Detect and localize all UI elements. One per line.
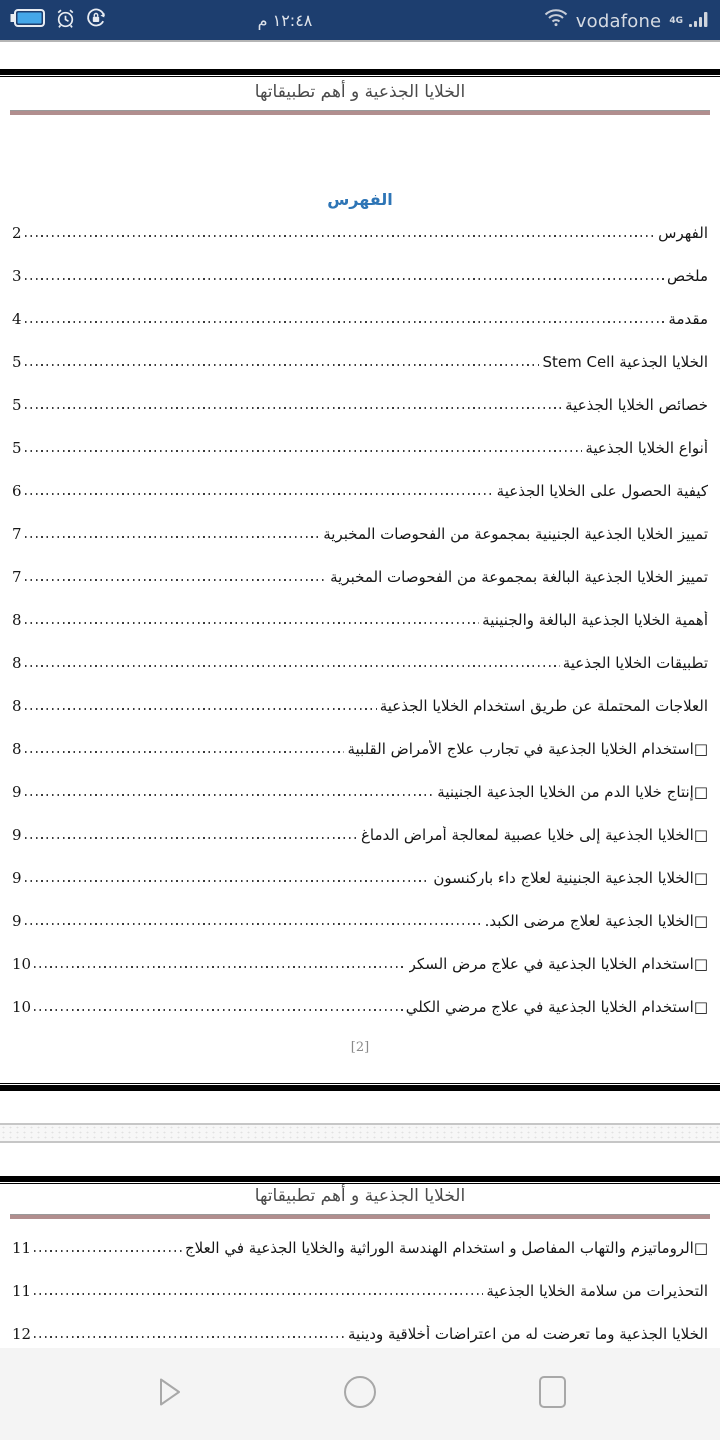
battery-icon [10, 8, 46, 32]
toc-entry-page-number: 6 [12, 482, 22, 500]
toc-entry-page-number: 5 [12, 396, 22, 414]
toc-entry[interactable] [12, 245, 708, 288]
toc-entry-page-number: 10 [12, 998, 32, 1016]
alarm-clock-icon [55, 8, 76, 33]
toc-leader-dots [34, 1336, 345, 1338]
recents-button[interactable] [532, 1374, 572, 1414]
page-bottom-edge [0, 1083, 720, 1091]
toc-entry-page-number: 9 [12, 826, 22, 844]
home-button[interactable] [340, 1374, 380, 1414]
toc-leader-dots [34, 1293, 483, 1295]
toc-leader-dots [25, 407, 563, 409]
toc-leader-dots [34, 966, 406, 968]
toc-leader-dots [25, 622, 480, 624]
android-nav-bar [0, 1348, 720, 1440]
toc-entry[interactable] [12, 804, 708, 847]
toc-leader-dots [25, 493, 494, 495]
viewer-background-gap [0, 42, 720, 69]
toc-leader-dots [25, 708, 377, 710]
toc-leader-dots [25, 579, 328, 581]
toc-leader-dots [25, 536, 321, 538]
toc-entry[interactable] [12, 933, 708, 976]
toc-leader-dots [25, 235, 656, 237]
toc-entry-page-number: 11 [12, 1239, 32, 1257]
status-right-icons [543, 7, 710, 33]
toc-leader-dots [34, 1009, 403, 1011]
toc-entry-page-number: 9 [12, 912, 22, 930]
page-number-footer: [2] [350, 1040, 370, 1055]
toc-entry-page-number: 4 [12, 310, 22, 328]
toc-entry-page-number: 8 [12, 611, 22, 629]
document-header-title: الخلايا الجذعية و أهم تطبيقاتها [254, 82, 466, 102]
wifi-icon [543, 7, 569, 31]
toc-entry-page-number: 7 [12, 568, 22, 586]
toc-entry[interactable] [12, 890, 708, 933]
toc-entry-page-number: 11 [12, 1282, 32, 1300]
between-pages-gap [0, 1143, 720, 1176]
toc-entry-title: □الخلايا الجذعية إلى خلايا عصبية لمعالجة أمراض الدماغ [360, 826, 708, 844]
toc-entry-title: الفهرس [658, 224, 708, 242]
toc-leader-dots [25, 880, 431, 882]
toc-entry-page-number: 8 [12, 697, 22, 715]
toc-entry[interactable] [12, 847, 708, 890]
toc-entry-title: التحذيرات من سلامة الخلايا الجذعية [486, 1282, 708, 1300]
toc-entry-title: كيفية الحصول على الخلايا الجذعية [496, 482, 708, 500]
toc-leader-dots [25, 794, 435, 796]
toc-entry[interactable] [12, 718, 708, 761]
toc-entry-title: □الخلايا الجذعية لعلاج مرضى الكبد. [484, 912, 708, 930]
toc-entry-page-number: 9 [12, 783, 22, 801]
home-circle-icon [340, 1372, 380, 1416]
toc-entry-title: □استخدام الخلايا الجذعية في تجارب علاج الأمراض القلبية [347, 740, 708, 758]
page-top-edge [0, 1176, 720, 1184]
toc-entry-title: الخلايا الجذعية Stem Cell [542, 353, 708, 371]
carrier-label: vodafone [575, 11, 662, 32]
network-type-label: 4G [669, 16, 683, 26]
toc-leader-dots [25, 321, 666, 323]
toc-entry-title: □الخلايا الجذعية الجنينية لعلاج داء باركنسون [433, 869, 708, 887]
toc-entry-title: مقدمة [668, 310, 708, 328]
toc-entry-title: خصائص الخلايا الجذعية [565, 396, 708, 414]
toc-entry-page-number: 2 [12, 224, 22, 242]
toc-entry[interactable] [12, 331, 708, 374]
toc-entry[interactable] [12, 589, 708, 632]
toc-entry[interactable] [12, 460, 708, 503]
header-accent-rule [10, 110, 710, 115]
toc-leader-dots [25, 278, 664, 280]
toc-entry-title: □استخدام الخلايا الجذعية في علاج مرضي الكلي [405, 998, 708, 1016]
toc-entry[interactable] [12, 632, 708, 675]
toc-entry-title: أهمية الخلايا الجذعية البالغة والجنينية [482, 611, 708, 629]
toc-leader-dots [25, 751, 345, 753]
toc-entry[interactable] [12, 976, 708, 1019]
signal-strength-icon [689, 7, 710, 33]
document-header-title: الخلايا الجذعية و أهم تطبيقاتها [254, 1186, 466, 1206]
recents-square-icon [532, 1372, 572, 1416]
back-triangle-icon [148, 1372, 188, 1416]
toc-leader-dots [25, 364, 540, 366]
status-left-icons [10, 7, 107, 33]
toc-entry-page-number: 10 [12, 955, 32, 973]
toc-heading: الفهرس [327, 190, 393, 209]
rotation-lock-icon [85, 7, 107, 33]
status-time: ١٢:٤٨ م [257, 10, 313, 30]
toc-entry[interactable] [12, 417, 708, 460]
toc-entry[interactable] [12, 675, 708, 718]
toc-entry[interactable] [12, 503, 708, 546]
toc-entry[interactable] [12, 761, 708, 804]
toc-entry-page-number: 9 [12, 869, 22, 887]
toc-leader-dots [25, 837, 358, 839]
toc-entry-page-number: 5 [12, 439, 22, 457]
between-pages-gap [0, 1091, 720, 1123]
toc-entry[interactable] [12, 1303, 708, 1346]
toc-entry[interactable] [12, 202, 708, 245]
page-top-edge [0, 69, 720, 77]
toc-entry-title: تطبيقات الخلايا الجذعية [562, 654, 708, 672]
toc-leader-dots [34, 1250, 182, 1252]
toc-entry-title: □استخدام الخلايا الجذعية في علاج مرض السكر [408, 955, 708, 973]
document-page-3[interactable] [0, 1184, 720, 1348]
toc-entry-title: الخلايا الجذعية وما تعرضت له من اعتراضات أخلاقية ودينية [348, 1325, 708, 1343]
toc-entry-page-number: 8 [12, 740, 22, 758]
toc-entry[interactable] [12, 288, 708, 331]
toc-entry-page-number: 5 [12, 353, 22, 371]
toc-list-page2 [12, 202, 708, 1019]
toc-list-page3 [12, 1217, 708, 1346]
toc-entry-page-number: 12 [12, 1325, 32, 1343]
toc-leader-dots [25, 450, 583, 452]
back-button[interactable] [148, 1374, 188, 1414]
document-page-2[interactable] [0, 77, 720, 1083]
between-pages-textured-band [0, 1123, 720, 1143]
toc-leader-dots [25, 665, 560, 667]
toc-entry-page-number: 7 [12, 525, 22, 543]
toc-entry-page-number: 3 [12, 267, 22, 285]
toc-entry-page-number: 8 [12, 654, 22, 672]
toc-entry-title: تمييز الخلايا الجذعية البالغة بمجموعة من الفحوصات المخبرية [330, 568, 708, 586]
toc-entry-title: □الروماتيزم والتهاب المفاصل و استخدام الهندسة الوراثية والخلايا الجذعية في العلاج [184, 1239, 708, 1257]
toc-entry-title: أنواع الخلايا الجذعية [585, 439, 708, 457]
toc-entry[interactable] [12, 1260, 708, 1303]
toc-entry-title: تمييز الخلايا الجذعية الجنينية بمجموعة من الفحوصات المخبرية [323, 525, 708, 543]
toc-entry[interactable] [12, 1217, 708, 1260]
toc-entry[interactable] [12, 374, 708, 417]
toc-entry-title: □إنتاج خلايا الدم من الخلايا الجذعية الجنينية [437, 783, 708, 801]
toc-entry[interactable] [12, 546, 708, 589]
toc-entry-title: العلاجات المحتملة عن طريق استخدام الخلايا الجذعية [379, 697, 708, 715]
status-bar [0, 0, 720, 40]
toc-leader-dots [25, 923, 482, 925]
toc-entry-title: ملخص [666, 267, 708, 285]
